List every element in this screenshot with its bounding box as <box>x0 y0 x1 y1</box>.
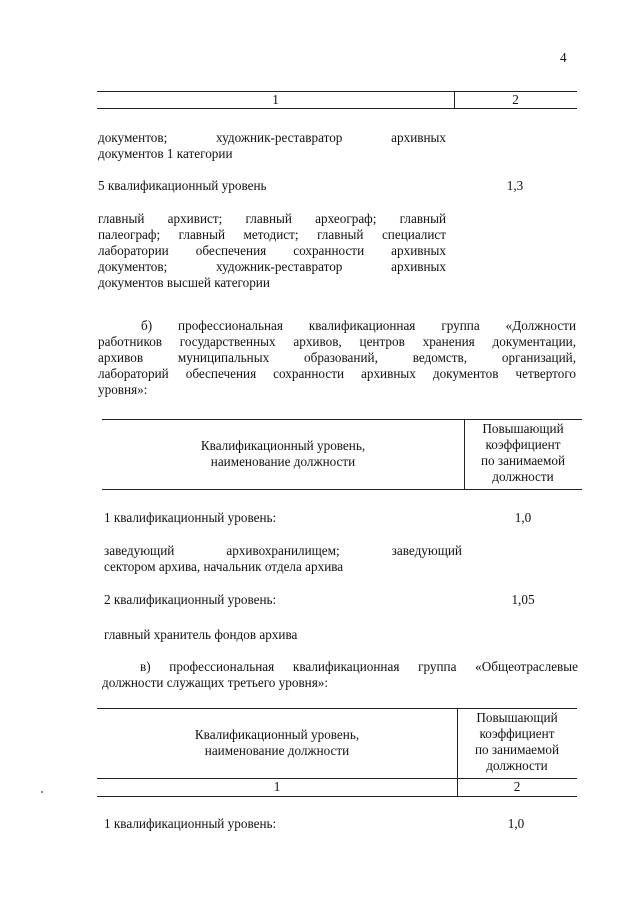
section-b-line-2: работников государственных архивов, центров хранения документации, <box>98 334 576 349</box>
table-v-col2-header: Повышающий коэффициент по занимаемой должности <box>474 710 560 773</box>
b-level1-positions <box>104 543 462 575</box>
level5-label: 5 квалификационный уровень <box>98 178 267 193</box>
b-level1-line-1: заведующий архивохранилищем; заведующий <box>104 543 462 558</box>
level5-line-1: главный архивист; главный археограф; главный <box>98 211 447 226</box>
level5-positions <box>98 211 446 291</box>
section-v-line-2: должности служащих третьего уровня»: <box>102 675 329 690</box>
section-b-line-5: уровня»: <box>98 382 148 397</box>
b-level1-coefficient: 1,0 <box>514 510 532 525</box>
level5-line-2: палеограф; главный методист; главный специалист <box>98 227 447 242</box>
top-table-line-bottom <box>97 108 577 109</box>
section-b-line-4: лабораторий обеспечения сохранности архивных документов четвертого <box>98 366 576 381</box>
table-v-col1-header: Квалификационный уровень, наименование должности <box>194 727 360 758</box>
top-table-col2-number: 2 <box>512 92 519 107</box>
level5-line-4: документов; художник-реставратор архивных <box>98 259 446 274</box>
table-v-col2-number: 2 <box>513 779 521 794</box>
scan-speck <box>41 791 43 793</box>
b-level2-positions: главный хранитель фондов архива <box>104 627 298 642</box>
level5-line-3: лаборатории обеспечения сохранности архивных <box>98 243 447 258</box>
table-v-number-row-bottom-line <box>97 796 577 797</box>
continuation-line-1: документов; художник-реставратор архивных <box>98 130 446 145</box>
continuation-line-2: документов 1 категории <box>98 146 233 161</box>
b-level2-label: 2 квалификационный уровень: <box>104 592 277 607</box>
level5-line-5: документов высшей категории <box>98 275 270 290</box>
b-level2-coefficient: 1,05 <box>511 592 535 607</box>
top-table-col1-number: 1 <box>272 92 279 107</box>
level5-coefficient: 1,3 <box>506 178 524 193</box>
table-b-col1-header: Квалификационный уровень, наименование должности <box>200 438 366 469</box>
v-level1-label: 1 квалификационный уровень: <box>104 816 277 831</box>
section-v-line-1: в) профессиональная квалификационная группа «Общеотраслевые <box>140 659 578 674</box>
table-v-col1-number: 1 <box>273 779 281 794</box>
table-b-bottom-line <box>102 489 582 490</box>
section-b-line-1: б) профессиональная квалификационная группа «Должности <box>141 318 576 333</box>
b-level1-line-2: сектором архива, начальник отдела архива <box>104 559 344 574</box>
v-level1-coefficient: 1,0 <box>507 816 525 831</box>
table-b-top-line <box>102 419 582 420</box>
b-level1-label: 1 квалификационный уровень: <box>104 510 277 525</box>
continuation-text <box>98 130 446 162</box>
table-v-top-line <box>97 708 577 709</box>
table-b-col2-header: Повышающий коэффициент по занимаемой должности <box>480 421 566 484</box>
page-number: 4 <box>560 50 567 65</box>
section-v-paragraph <box>102 659 578 691</box>
section-b-paragraph <box>98 318 576 398</box>
section-b-line-3: архивов муниципальных образований, ведомств, организаций, <box>98 350 576 365</box>
